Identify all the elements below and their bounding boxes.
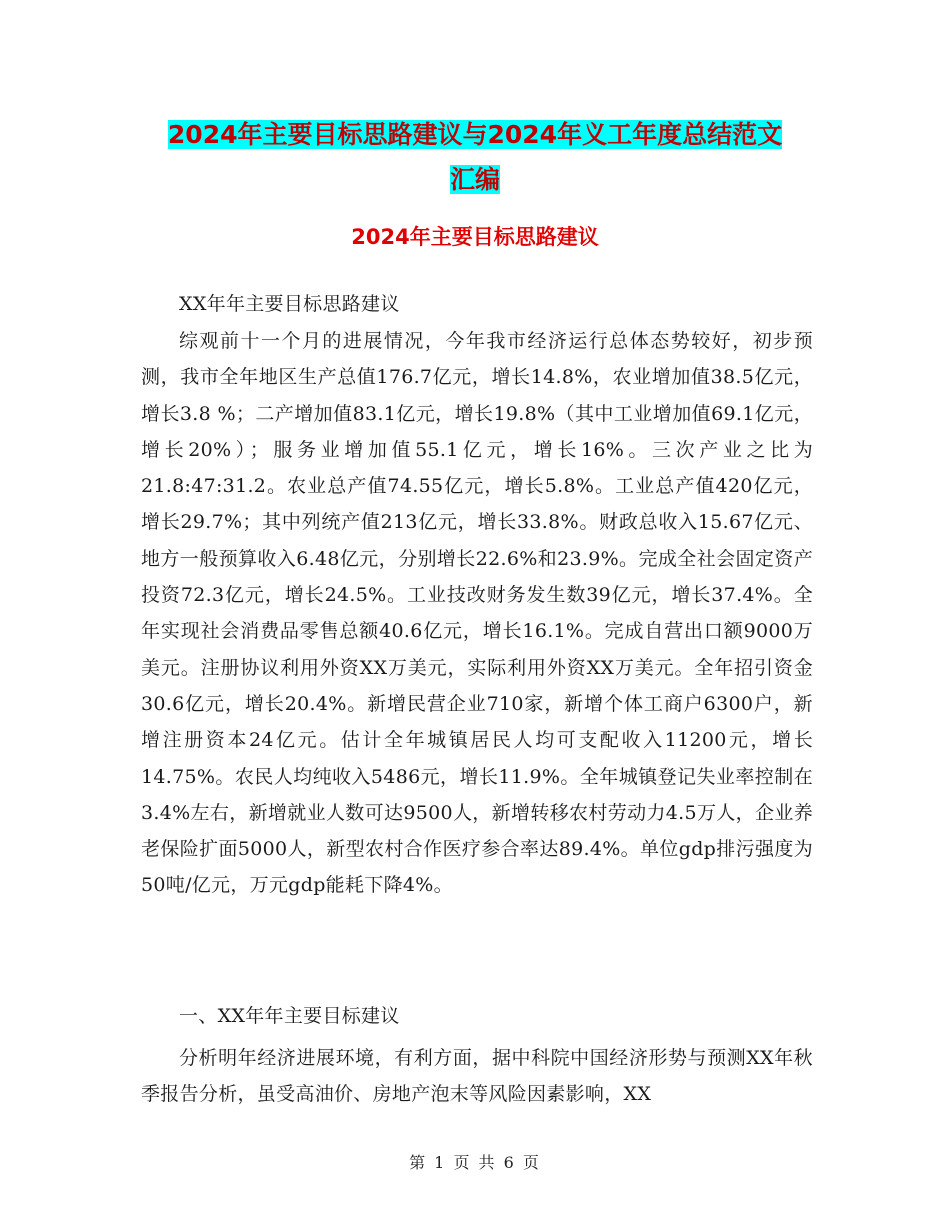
paragraph-main: 综观前十一个月的进展情况，今年我市经济运行总体态势较好，初步预测，我市全年地区生产总值176.7亿元，增长14.8%，农业增加值38.5亿元，增长3.8 %；二产增加值83.1亿元，增长19.8%（其中工业增加值69.1亿元，增长20%）；服务业增加值55.1亿元，增长16%。三次产业之比为21.8:47:31.2。农业总产值74.55亿元，增长5.8%。工业总产值420亿元，增长29.7%；其中列统产值213亿元，增长33.8%。财政总收入15.67亿元、地方一般预算收入6.48亿元，分别增长22.6%和23.9%。完成全社会固定资产投资72.3亿元，增长24.5%。工业技改财务发生数39亿元，增长37.4%。全年实现社会消费品零售总额40.6亿元，增长16.1%。完成自营出口额9000万美元。注册协议利用外资XX万美元，实际利用外资XX万美元。全年招引资金30.6亿元，增长20.4%。新增民营企业710家，新增个体工商户6300户，新增注册资本24亿元。估计全年城镇居民人均可支配收入11200元，增长14.75%。农民人均纯收入5486元，增长11.9%。全年城镇登记失业率控制在3.4%左右，新增就业人数可达9500人，新增转移农村劳动力4.5万人，企业养老保险扩面5000人，新型农村合作医疗参合率达89.4%。单位gdp排污强度为50吨/亿元，万元gdp能耗下降4%。 xyxy=(141,330,813,897)
paragraph-last: 分析明年经济进展环境，有利方面，据中科院中国经济形势与预测XX年秋季报告分析，虽受高油价、房地产泡末等风险因素影响，XX xyxy=(141,1047,813,1106)
title-line-2: 汇编 xyxy=(449,165,500,194)
paragraph-subheading: 一、XX年年主要目标建议 xyxy=(179,1005,400,1027)
title-line-1: 2024年主要目标思路建议与2024年义工年度总结范文 xyxy=(167,120,783,149)
document-title xyxy=(140,112,810,202)
section-title: 2024年主要目标思路建议 xyxy=(351,225,599,249)
page-footer: 第 1 页 共 6 页 xyxy=(409,1153,541,1172)
paragraph-heading: XX年年主要目标思路建议 xyxy=(179,293,400,315)
